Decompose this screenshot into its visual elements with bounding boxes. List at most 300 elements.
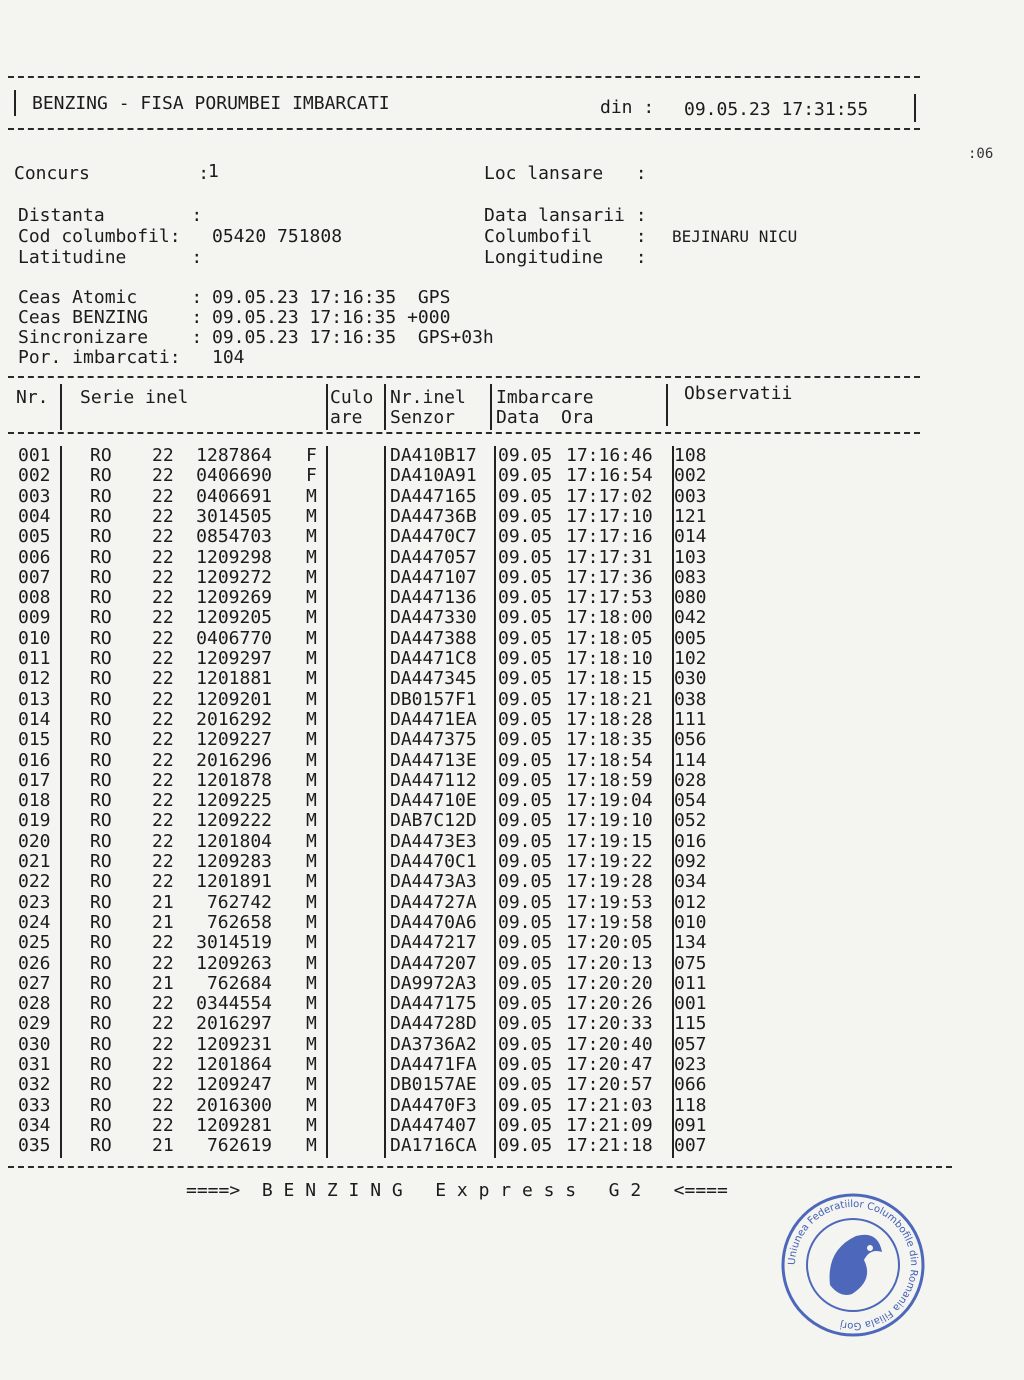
concurs-label: Concurs : [14,163,210,184]
country-code: RO [90,505,112,527]
ring-year: 22 [152,526,174,548]
observation: 118 [674,1094,707,1116]
title-left-bar [14,90,16,116]
ring-year: 22 [152,1094,174,1116]
concurs-value: 1 [208,161,219,182]
ring-number: 1209201 [196,688,272,710]
sex: M [306,1135,317,1157]
country-code: RO [90,526,112,548]
country-code: RO [90,688,112,710]
sensor-ring: DA4473E3 [390,830,477,852]
embark-date: 09.05 [498,607,553,629]
sex: M [306,1074,317,1096]
sex: M [306,871,317,893]
embark-time: 17:17:53 [566,587,653,609]
row-number: 018 [18,790,51,812]
ring-year: 22 [152,729,174,751]
ring-number: 0406691 [196,485,272,507]
ring-year: 21 [152,1135,174,1157]
sensor-ring: DA447388 [390,627,477,649]
ring-number: 1209205 [196,607,272,629]
country-code: RO [90,729,112,751]
col-header-imbarcare-1: Imbarcare [496,387,594,408]
sex: M [306,607,317,629]
data-lansarii-label: Data lansarii : [484,205,647,226]
embark-time: 17:18:35 [566,729,653,751]
row-number: 009 [18,607,51,629]
col-header-serie: Serie inel [80,387,189,408]
country-code: RO [90,830,112,852]
ring-number: 2016296 [196,749,272,771]
sex: M [306,749,317,771]
ring-number: 1201878 [196,769,272,791]
observation: 080 [674,587,707,609]
col-line [494,446,496,1158]
ring-year: 22 [152,1074,174,1096]
col-header-nrinel-2: Senzor [390,407,456,428]
sensor-ring: DA447345 [390,668,477,690]
sensor-ring: DA447175 [390,993,477,1015]
sex: M [306,648,317,669]
embark-date: 09.05 [498,952,553,974]
sensor-ring: DA4470F3 [390,1094,477,1116]
row-number: 026 [18,952,51,974]
ring-year: 22 [152,749,174,771]
latitudine-label: Latitudine : [18,247,203,268]
country-code: RO [90,1033,112,1055]
row-number: 006 [18,546,51,568]
ring-number: 1201864 [196,1054,272,1075]
country-code: RO [90,1135,112,1157]
federation-stamp [778,1190,928,1340]
ring-number: 1209272 [196,566,272,588]
ring-year: 22 [152,465,174,487]
ring-number: 1209263 [196,952,272,974]
ring-number: 1209297 [196,648,272,669]
embark-time: 17:18:21 [566,688,653,710]
ring-number: 762619 [206,1135,272,1157]
sensor-ring: DA447057 [390,546,477,568]
sensor-ring: DA4471FA [390,1054,477,1075]
observation: 002 [674,465,707,487]
table-bottom-rule [8,1166,952,1168]
embark-date: 09.05 [498,566,553,588]
ring-number: 1209227 [196,729,272,751]
embark-time: 17:19:04 [566,790,653,812]
country-code: RO [90,627,112,649]
row-number: 002 [18,465,51,487]
din-label: din : [600,97,655,118]
embark-date: 09.05 [498,587,553,609]
embark-time: 17:17:16 [566,526,653,548]
row-number: 015 [18,729,51,751]
embark-time: 17:20:57 [566,1074,653,1096]
ring-number: 2016300 [196,1094,272,1116]
embark-time: 17:20:20 [566,972,653,994]
sex: M [306,526,317,548]
row-number: 008 [18,587,51,609]
embark-time: 17:21:03 [566,1094,653,1116]
embark-time: 17:18:10 [566,648,653,669]
ring-number: 1287864 [196,445,272,466]
embark-time: 17:18:59 [566,769,653,791]
sex: M [306,505,317,527]
sensor-ring: DA4470A6 [390,911,477,933]
sensor-ring: DA447407 [390,1114,477,1136]
top-rule [8,76,920,78]
sensor-ring: DA4473A3 [390,871,477,893]
observation: 102 [674,648,707,669]
sensor-ring: DA4471C8 [390,648,477,669]
row-number: 031 [18,1054,51,1075]
ring-number: 0406690 [196,465,272,487]
sex: M [306,729,317,751]
sex: M [306,972,317,994]
row-number: 023 [18,891,51,913]
country-code: RO [90,851,112,872]
embark-date: 09.05 [498,891,553,913]
ring-number: 1209231 [196,1033,272,1055]
observation: 038 [674,688,707,710]
sensor-ring: DA44710E [390,790,477,812]
country-code: RO [90,932,112,954]
embark-time: 17:19:10 [566,810,653,832]
embark-time: 17:19:53 [566,891,653,913]
observation: 001 [674,993,707,1015]
embark-date: 09.05 [498,749,553,771]
ceas-benzing-label: Ceas BENZING : [18,307,203,328]
observation: 012 [674,891,707,913]
ring-year: 22 [152,1114,174,1136]
sensor-ring: DB0157AE [390,1074,477,1096]
ring-year: 22 [152,769,174,791]
country-code: RO [90,993,112,1015]
ring-year: 22 [152,851,174,872]
country-code: RO [90,648,112,669]
print-timestamp: 09.05.23 17:31:55 [684,99,869,120]
observation: 011 [674,972,707,994]
embark-time: 17:18:05 [566,627,653,649]
page-title: BENZING - FISA PORUMBEI IMBARCATI [32,93,390,114]
row-number: 001 [18,445,51,466]
country-code: RO [90,1074,112,1096]
ring-number: 0854703 [196,526,272,548]
ring-year: 22 [152,871,174,893]
sex: M [306,485,317,507]
sex: M [306,1054,317,1075]
observation: 016 [674,830,707,852]
ring-number: 2016297 [196,1013,272,1035]
row-number: 032 [18,1074,51,1096]
country-code: RO [90,668,112,690]
country-code: RO [90,566,112,588]
ring-number: 1209247 [196,1074,272,1096]
observation: 034 [674,871,707,893]
row-number: 025 [18,932,51,954]
country-code: RO [90,769,112,791]
observation: 134 [674,932,707,954]
sensor-ring: DA447375 [390,729,477,751]
embark-time: 17:18:00 [566,607,653,629]
sex: M [306,546,317,568]
sensor-ring: DA410B17 [390,445,477,466]
sensor-ring: DA4471EA [390,708,477,730]
sex: M [306,830,317,852]
sex: M [306,790,317,812]
ceas-atomic-label: Ceas Atomic : [18,287,203,308]
col-header-culoare-1: Culo [330,387,374,408]
col-line [326,446,328,1158]
country-code: RO [90,485,112,507]
country-code: RO [90,587,112,609]
sex: M [306,911,317,933]
row-number: 005 [18,526,51,548]
embark-time: 17:20:13 [566,952,653,974]
row-number: 022 [18,871,51,893]
embark-date: 09.05 [498,465,553,487]
country-code: RO [90,790,112,812]
ring-year: 22 [152,1033,174,1055]
ring-number: 762684 [206,972,272,994]
embark-date: 09.05 [498,993,553,1015]
col-divider [326,384,328,430]
embark-date: 09.05 [498,1114,553,1136]
embark-date: 09.05 [498,526,553,548]
title-right-bar [914,94,916,122]
observation: 103 [674,546,707,568]
ring-year: 22 [152,627,174,649]
observation: 091 [674,1114,707,1136]
col-line [384,446,386,1158]
sex: M [306,1114,317,1136]
embark-time: 17:20:26 [566,993,653,1015]
ring-number: 3014505 [196,505,272,527]
ring-year: 21 [152,891,174,913]
country-code: RO [90,1013,112,1035]
sex: M [306,851,317,872]
col-line [672,446,674,1158]
embark-time: 17:19:22 [566,851,653,872]
country-code: RO [90,891,112,913]
ring-year: 22 [152,566,174,588]
embark-date: 09.05 [498,729,553,751]
sensor-ring: DA9972A3 [390,972,477,994]
observation: 023 [674,1054,707,1075]
observation: 111 [674,708,707,730]
longitudine-label: Longitudine : [484,247,647,268]
ring-year: 22 [152,485,174,507]
sex: M [306,668,317,690]
ring-number: 1201881 [196,668,272,690]
sex: M [306,1033,317,1055]
observation: 052 [674,810,707,832]
sensor-ring: DA410A91 [390,465,477,487]
distanta-label: Distanta : [18,205,203,226]
row-number: 034 [18,1114,51,1136]
ring-number: 1201804 [196,830,272,852]
observation: 014 [674,526,707,548]
country-code: RO [90,607,112,629]
embark-time: 17:19:28 [566,871,653,893]
observation: 115 [674,1013,707,1035]
row-number: 003 [18,485,51,507]
embark-date: 09.05 [498,648,553,669]
ring-year: 22 [152,546,174,568]
ring-year: 22 [152,648,174,669]
row-number: 014 [18,708,51,730]
row-number: 013 [18,688,51,710]
embark-time: 17:20:05 [566,932,653,954]
country-code: RO [90,1094,112,1116]
embark-date: 09.05 [498,708,553,730]
row-number: 004 [18,505,51,527]
country-code: RO [90,871,112,893]
ring-number: 1209225 [196,790,272,812]
ring-number: 762742 [206,891,272,913]
sensor-ring: DA447112 [390,769,477,791]
cod-columbofil-value: 05420 751808 [212,226,343,247]
country-code: RO [90,546,112,568]
ring-year: 22 [152,810,174,832]
header-bottom-rule [8,432,920,434]
sensor-ring: DA4470C1 [390,851,477,872]
row-number: 020 [18,830,51,852]
embark-time: 17:18:15 [566,668,653,690]
ring-year: 22 [152,830,174,852]
ring-number: 1209269 [196,587,272,609]
row-number: 035 [18,1135,51,1157]
row-number: 010 [18,627,51,649]
sex: M [306,993,317,1015]
ring-year: 22 [152,708,174,730]
observation: 092 [674,851,707,872]
country-code: RO [90,445,112,466]
ring-number: 2016292 [196,708,272,730]
row-number: 017 [18,769,51,791]
row-number: 007 [18,566,51,588]
embark-time: 17:17:31 [566,546,653,568]
embark-date: 09.05 [498,810,553,832]
ring-number: 1209222 [196,810,272,832]
sensor-ring: DA44727A [390,891,477,913]
row-number: 030 [18,1033,51,1055]
observation: 010 [674,911,707,933]
row-number: 021 [18,851,51,872]
country-code: RO [90,972,112,994]
sex: M [306,627,317,649]
sensor-ring: DA44713E [390,749,477,771]
embark-date: 09.05 [498,668,553,690]
embark-date: 09.05 [498,769,553,791]
observation: 083 [674,566,707,588]
sex: M [306,769,317,791]
ring-year: 22 [152,607,174,629]
observation: 057 [674,1033,707,1055]
col-header-nrinel-1: Nr.inel [390,387,466,408]
info-bottom-rule [8,376,920,378]
embark-date: 09.05 [498,1135,553,1157]
row-number: 012 [18,668,51,690]
col-header-observatii: Observatii [684,383,793,404]
sensor-ring: DA4470C7 [390,526,477,548]
embark-date: 09.05 [498,627,553,649]
embark-date: 09.05 [498,688,553,710]
sex: F [306,465,317,487]
col-line [60,446,62,1158]
embark-date: 09.05 [498,505,553,527]
footer-banner: ====> B E N Z I N G E x p r e s s G 2 <==== [186,1180,728,1201]
ring-year: 22 [152,587,174,609]
ring-number: 1201891 [196,871,272,893]
sex: M [306,688,317,710]
embark-date: 09.05 [498,546,553,568]
embark-time: 17:17:10 [566,505,653,527]
embark-date: 09.05 [498,1013,553,1035]
embark-date: 09.05 [498,485,553,507]
embark-time: 17:16:54 [566,465,653,487]
ring-number: 3014519 [196,932,272,954]
embark-date: 09.05 [498,851,553,872]
country-code: RO [90,810,112,832]
sex: M [306,891,317,913]
observation: 075 [674,952,707,974]
title-bottom-rule [8,128,920,130]
embark-time: 17:18:54 [566,749,653,771]
observation: 003 [674,485,707,507]
embark-time: 17:21:09 [566,1114,653,1136]
pigeon-icon [830,1235,882,1295]
observation: 108 [674,445,707,466]
embark-time: 17:17:02 [566,485,653,507]
loc-lansare-label: Loc lansare : [484,163,647,184]
observation: 030 [674,668,707,690]
sensor-ring: DA447107 [390,566,477,588]
sensor-ring: DA44728D [390,1013,477,1035]
sensor-ring: DAB7C12D [390,810,477,832]
embark-time: 17:20:33 [566,1013,653,1035]
observation: 114 [674,749,707,771]
row-number: 033 [18,1094,51,1116]
sex: M [306,1094,317,1116]
observation: 056 [674,729,707,751]
sincronizare-value: 09.05.23 17:16:35 GPS+03h [212,327,494,348]
cod-columbofil-label: Cod columbofil: [18,226,181,247]
col-header-nr: Nr. [16,387,49,408]
ring-year: 22 [152,445,174,466]
ring-year: 22 [152,932,174,954]
sex: M [306,1013,317,1035]
sensor-ring: DA447330 [390,607,477,629]
sensor-ring: DA1716CA [390,1135,477,1157]
row-number: 011 [18,648,51,669]
embark-date: 09.05 [498,830,553,852]
ring-year: 22 [152,993,174,1015]
embark-date: 09.05 [498,871,553,893]
embark-date: 09.05 [498,1094,553,1116]
por-imbarcati-value: 104 [212,347,245,368]
country-code: RO [90,465,112,487]
embark-time: 17:16:46 [566,445,653,466]
embark-date: 09.05 [498,1074,553,1096]
ring-number: 0344554 [196,993,272,1015]
row-number: 024 [18,911,51,933]
embark-date: 09.05 [498,911,553,933]
columbofil-label: Columbofil : [484,226,647,247]
ring-number: 1209283 [196,851,272,872]
col-divider [384,384,386,430]
embark-date: 09.05 [498,1033,553,1055]
ring-year: 21 [152,911,174,933]
